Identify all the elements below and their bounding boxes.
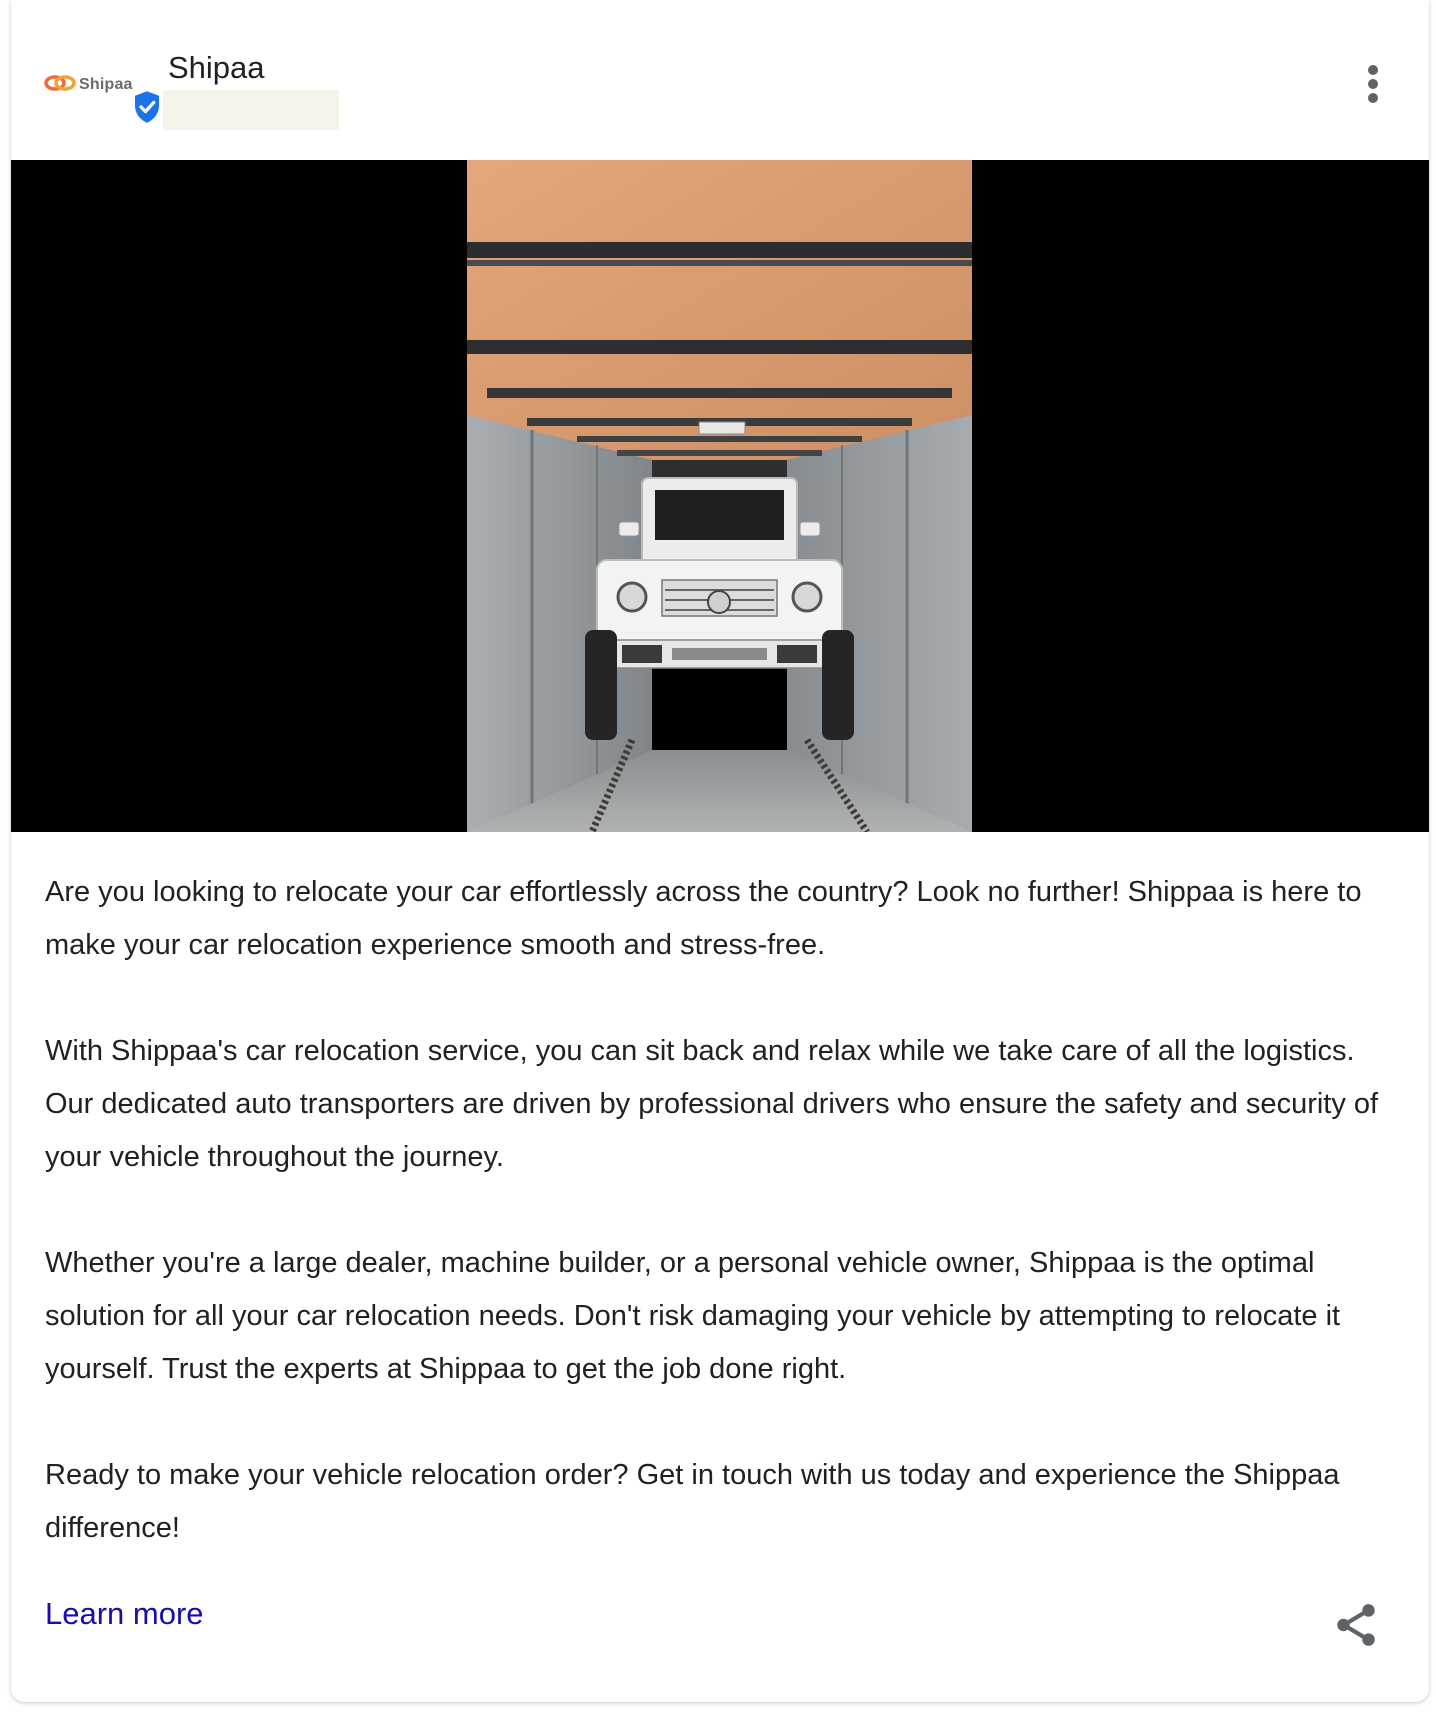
post-paragraph-1: Are you looking to relocate your car effortlessly across the country? Look no further! Shippaa is here to make your car relocation experience smooth and stress-free. (45, 876, 1362, 961)
post-card (11, 0, 1429, 1702)
post-header (11, 0, 1429, 160)
menu-dot (1368, 79, 1378, 89)
business-name[interactable]: Shipaa (168, 50, 265, 85)
post-paragraph-4: Ready to make your vehicle relocation order? Get in touch with us today and experience the Shippaa difference! (45, 1459, 1340, 1544)
logo-text: Shipaa (79, 76, 133, 93)
menu-dot (1368, 93, 1378, 103)
share-icon[interactable] (1331, 1600, 1381, 1650)
shipaa-logo-icon (43, 68, 79, 98)
subtitle-placeholder (163, 90, 339, 130)
business-logo[interactable] (43, 56, 163, 130)
post-paragraph-3: Whether you're a large dealer, machine builder, or a personal vehicle owner, Shippaa is the optimal solution for all your car relocation needs. Don't risk damaging your vehicle by attempting to relocate it yourself. Trust the experts at Shippaa to get the job done right. (45, 1247, 1341, 1385)
post-photo[interactable] (467, 160, 972, 832)
learn-more-link[interactable]: Learn more (45, 1596, 204, 1631)
post-image-container[interactable] (11, 160, 1429, 832)
post-paragraph-2: With Shippaa's car relocation service, you can sit back and relax while we take care of all the logistics. Our dedicated auto transporters are driven by professional drivers who ensure the safety and security of your vehicle throughout the journey. (45, 1035, 1379, 1173)
menu-dot (1368, 65, 1378, 75)
verified-check-icon (129, 89, 165, 125)
more-vert-icon[interactable] (1361, 62, 1385, 106)
post-body (45, 866, 1405, 1608)
